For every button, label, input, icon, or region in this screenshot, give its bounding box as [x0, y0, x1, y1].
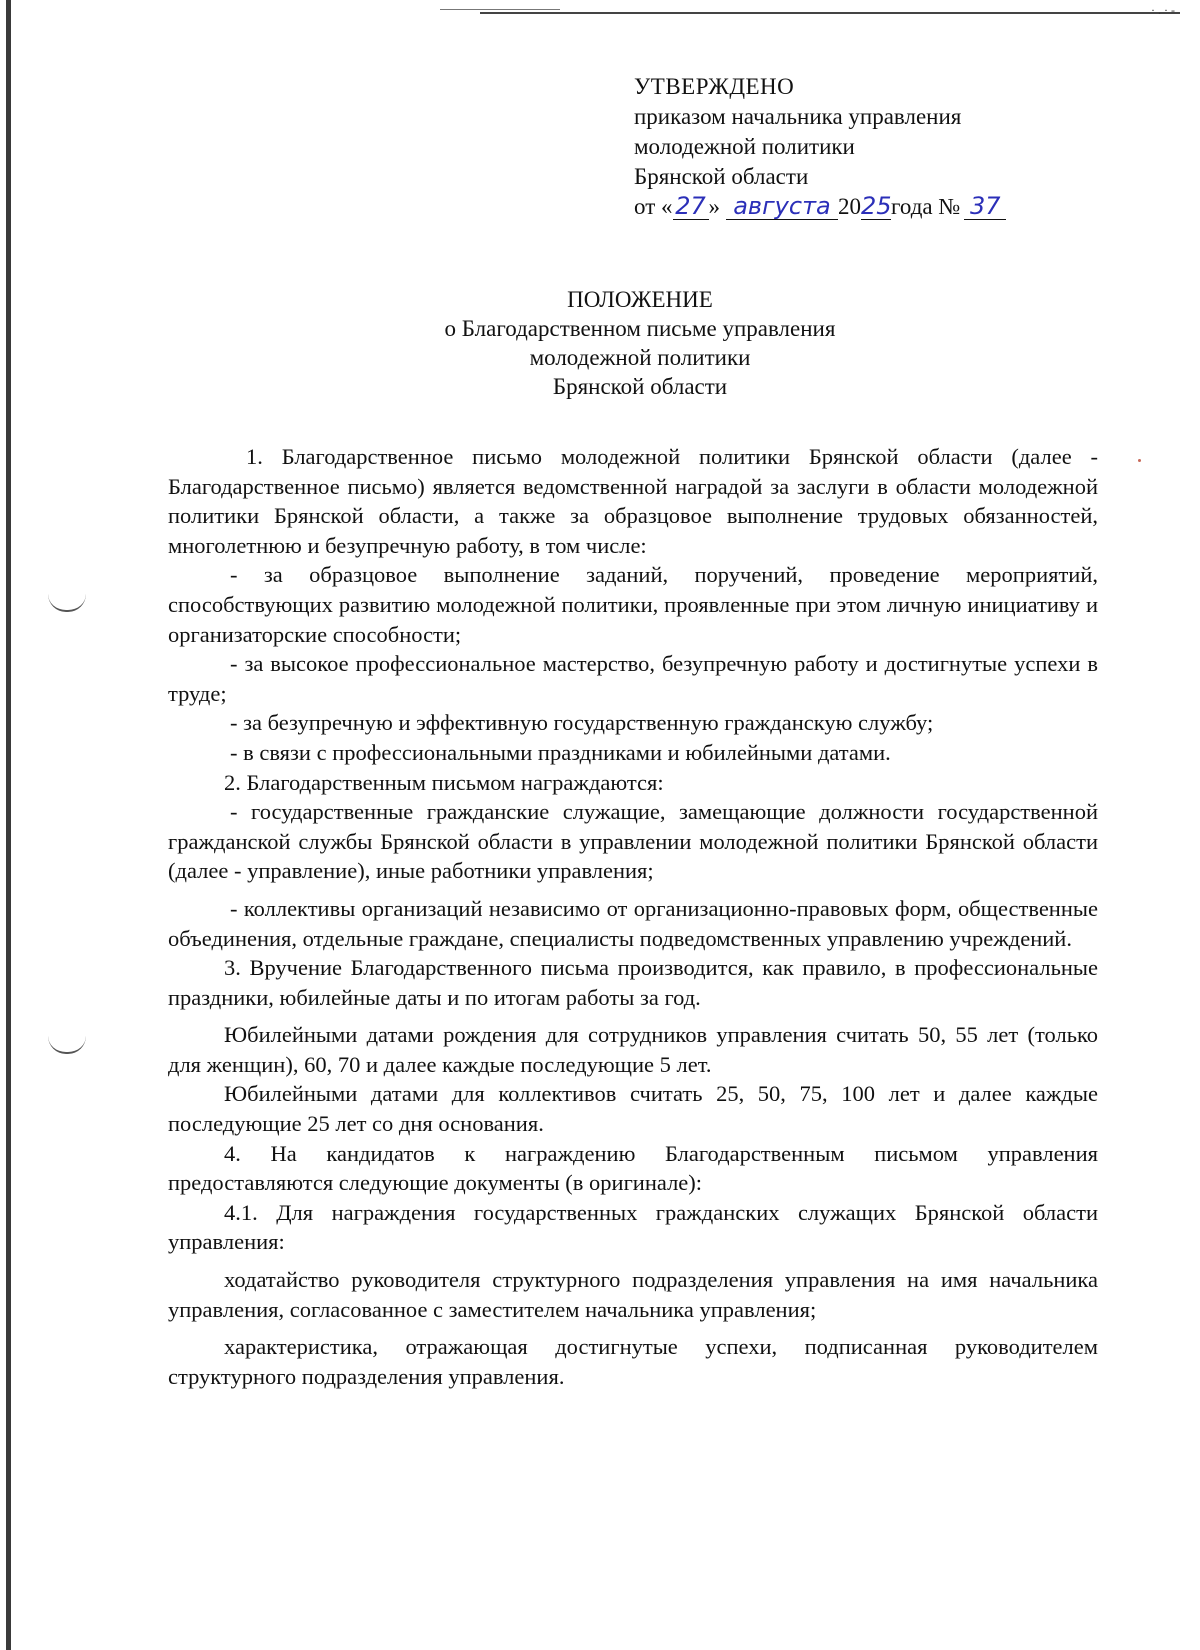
approval-date-line: [634, 192, 1114, 222]
list-item: - коллективы организаций независимо от организационно-правовых форм, общественные объединения, отдельные граждане, специалисты подведомственных управлению учреждений.: [168, 895, 1098, 951]
punch-hole-mark: [48, 1036, 86, 1054]
paragraph: 2. Благодарственным письмом награждаются:: [224, 769, 664, 795]
scan-marks: ·.·-: [1151, 3, 1178, 17]
list-item: - государственные гражданские служащие, замещающие должности государственной гражданской службы Брянской области в управлении молодежной политики Брянской области (далее - управление), иные работники управления;: [168, 799, 1098, 884]
handwritten-order-number: 37: [964, 193, 1006, 220]
scan-speck: [1138, 459, 1141, 462]
title-line: молодежной политики: [529, 345, 751, 370]
approval-block: [634, 72, 1114, 222]
list-item: - за безупречную и эффективную государственную гражданскую службу;: [230, 710, 934, 736]
list-item: - за образцовое выполнение заданий, поручений, проведение мероприятий, способствующих развитию молодежной политики, проявленные при этом личную инициативу и организаторские способности;: [168, 562, 1098, 647]
scan-line-top-short: [440, 9, 560, 10]
handwritten-day: 27: [673, 193, 709, 220]
document-title: [180, 285, 1100, 401]
paragraph: 3. Вручение Благодарственного письма производится, как правило, в профессиональные праздники, юбилейные даты и по итогам работы за год.: [168, 955, 1098, 1010]
paragraph: 1. Благодарственное письмо молодежной политики Брянской области (далее - Благодарственное письмо) является ведомственной наградой за заслуги в области молодежной политики Брянской области, а также за образцовое выполнение трудовых обязанностей, многолетнюю и безупречную работу, в том числе:: [168, 444, 1098, 558]
scan-line-top: [480, 12, 1180, 14]
paragraph: 4. На кандидатов к награждению Благодарственным письмом управления предоставляются следующие документы (в оригинале):: [168, 1140, 1098, 1196]
paragraph: Юбилейными датами рождения для сотрудников управления считать 50, 55 лет (только для женщин), 60, 70 и далее каждые последующие 5 лет.: [168, 1022, 1098, 1077]
handwritten-year: 25: [861, 192, 892, 220]
paragraph: Юбилейными датами для коллективов считать 25, 50, 75, 100 лет и далее каждые последующие 25 лет со дня основания.: [168, 1081, 1098, 1137]
list-item: - в связи с профессиональными праздниками и юбилейными датами.: [230, 739, 891, 765]
punch-hole-mark: [48, 594, 86, 612]
paragraph: характеристика, отражающая достигнутые успехи, подписанная руководителем структурного подразделения управления.: [168, 1334, 1098, 1389]
paragraph: ходатайство руководителя структурного подразделения управления на имя начальника управления, согласованное с заместителем начальника управления;: [168, 1267, 1098, 1322]
title-main: ПОЛОЖЕНИЕ: [567, 287, 713, 312]
title-line: о Благодарственном письме управления: [444, 316, 836, 341]
date-quote-close: »: [708, 194, 720, 219]
paragraph: 4.1. Для награждения государственных гражданских служащих Брянской области управления:: [168, 1199, 1098, 1255]
date-prefix: от «: [634, 194, 673, 219]
list-item: - за высокое профессиональное мастерство, безупречную работу и достигнутые успехи в труде;: [168, 651, 1098, 706]
approval-line: приказом начальника управления: [634, 104, 962, 129]
approval-line: Брянской области: [634, 164, 809, 189]
approval-line: молодежной политики: [634, 134, 855, 159]
document-body: [168, 442, 1098, 1391]
year-prefix: 20: [838, 194, 861, 219]
scan-border-left: [6, 0, 11, 1650]
year-word: года №: [891, 194, 961, 219]
approval-heading: УТВЕРЖДЕНО: [634, 74, 795, 99]
title-line: Брянской области: [552, 374, 728, 399]
handwritten-month: августа: [726, 193, 838, 220]
